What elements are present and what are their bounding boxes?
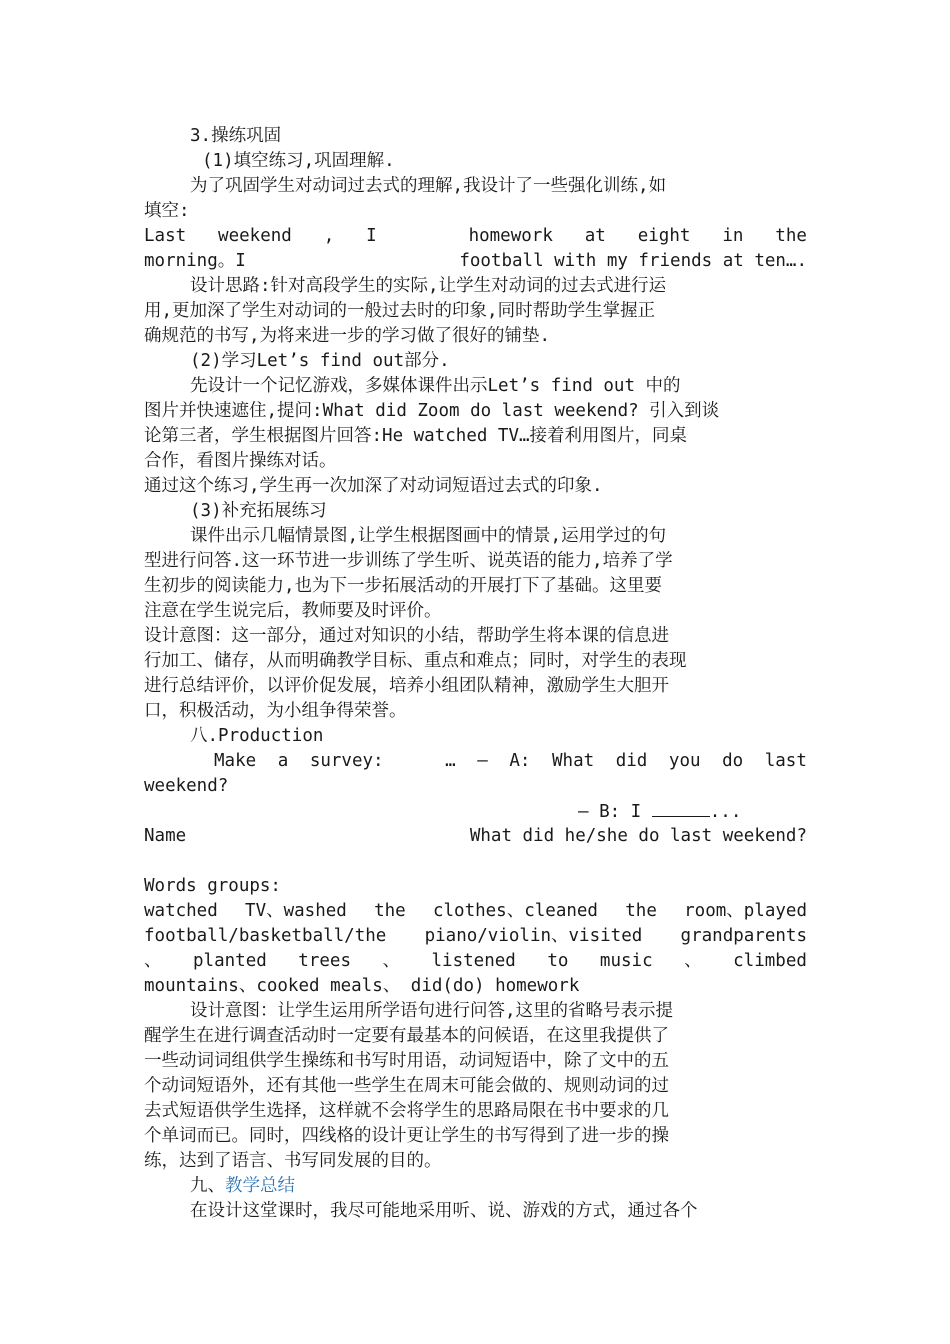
paragraph-line: 行加工、储存，从而明确教学目标、重点和难点；同时，对学生的表现 (144, 651, 687, 671)
paragraph-line: 醒学生在进行调查活动时一定要有最基本的问候语，在这里我提供了 (144, 1026, 669, 1046)
paragraph-line: 论第三者，学生根据图片回答:He watched TV…接着利用图片，同桌 (144, 426, 688, 446)
paragraph-line: 设计意图：让学生运用所学语句进行问答,这里的省略号表示提 (190, 1001, 674, 1021)
paragraph-line: 进行总结评价，以评价促发展，培养小组团队精神，激励学生大胆开 (144, 676, 669, 696)
survey-line: Make a survey: … – A: What did you do last (214, 751, 807, 771)
word-groups-line: 、 planted trees 、 listened to music 、 climbed (144, 951, 807, 971)
paragraph-line: 为了巩固学生对动词过去式的理解,我设计了一些强化训练,如 (190, 176, 667, 196)
paragraph-line: 个动词短语外，还有其他一些学生在周末可能会做的、规则动词的过 (144, 1076, 669, 1096)
sub-heading: (2)学习Let’s find out部分. (190, 351, 450, 371)
word-groups-heading: Words groups: (144, 876, 281, 896)
paragraph-line: 在设计这堂课时，我尽可能地采用听、说、游戏的方式，通过各个 (190, 1201, 698, 1221)
paragraph-line: 注意在学生说完后，教师要及时评价。 (144, 601, 442, 621)
word-groups-line: football/basketball/the piano/violin、visited grandparents (144, 926, 807, 946)
section-heading: 3.操练巩固 (190, 126, 282, 146)
paragraph-line: 通过这个练习,学生再一次加深了对动词短语过去式的印象. (144, 476, 603, 496)
fill-blank-line: morning。I football with my friends at ten…. (144, 251, 807, 271)
paragraph-line: 先设计一个记忆游戏，多媒体课件出示Let’s find out 中的 (190, 376, 681, 396)
paragraph-line: 口，积极活动，为小组争得荣誉。 (144, 701, 407, 721)
fill-blank-line: Last weekend , I homework at eight in the (144, 226, 807, 246)
paragraph-line: 设计意图：这一部分，通过对知识的小结，帮助学生将本课的信息进 (144, 626, 669, 646)
survey-answer-line: – B: I ... (144, 799, 807, 824)
paragraph-line: 生初步的阅读能力,也为下一步拓展活动的开展打下了基础。这里要 (144, 576, 663, 596)
paragraph-line: 去式短语供学生选择，这样就不会将学生的思路局限在书中要求的几 (144, 1101, 669, 1121)
paragraph-line: 个单词而已。同时，四线格的设计更让学生的书写得到了进一步的操 (144, 1126, 669, 1146)
paragraph-line: 合作，看图片操练对话。 (144, 451, 337, 471)
word-groups-line: mountains、cooked meals、 did(do) homework (144, 976, 580, 996)
paragraph-line: 图片并快速遮住,提问:What did Zoom do last weekend? 引入到谈 (144, 401, 720, 421)
survey-table-header: Name What did he/she do last weekend? (144, 826, 807, 846)
sub-heading: (1)填空练习,巩固理解. (202, 151, 395, 171)
paragraph-line: 课件出示几幅情景图,让学生根据图画中的情景,运用学过的句 (190, 526, 667, 546)
blank-line (144, 849, 807, 874)
paragraph-line: 设计思路:针对高段学生的实际,让学生对动词的过去式进行运 (190, 276, 667, 296)
word-groups-line: watched TV、washed the clothes、cleaned the room、played (144, 901, 807, 921)
section-heading: 八.Production (190, 726, 324, 746)
answer-blank (652, 799, 710, 817)
section-heading: 九、教学总结 (190, 1176, 295, 1196)
paragraph-line: 用,更加深了学生对动词的一般过去时的印象,同时帮助学生掌握正 (144, 301, 656, 321)
paragraph-line: 一些动词词组供学生操练和书写时用语，动词短语中，除了文中的五 (144, 1051, 669, 1071)
sub-heading: (3)补充拓展练习 (190, 501, 327, 521)
paragraph-line: 填空: (144, 201, 190, 221)
paragraph-line: 确规范的书写,为将来进一步的学习做了很好的铺垫. (144, 326, 551, 346)
document-body (144, 124, 807, 1224)
paragraph-line: 练，达到了语言、书写同发展的目的。 (144, 1151, 442, 1171)
paragraph-line: 型进行问答.这一环节进一步训练了学生听、说英语的能力,培养了学 (144, 551, 673, 571)
survey-line: weekend? (144, 776, 229, 796)
